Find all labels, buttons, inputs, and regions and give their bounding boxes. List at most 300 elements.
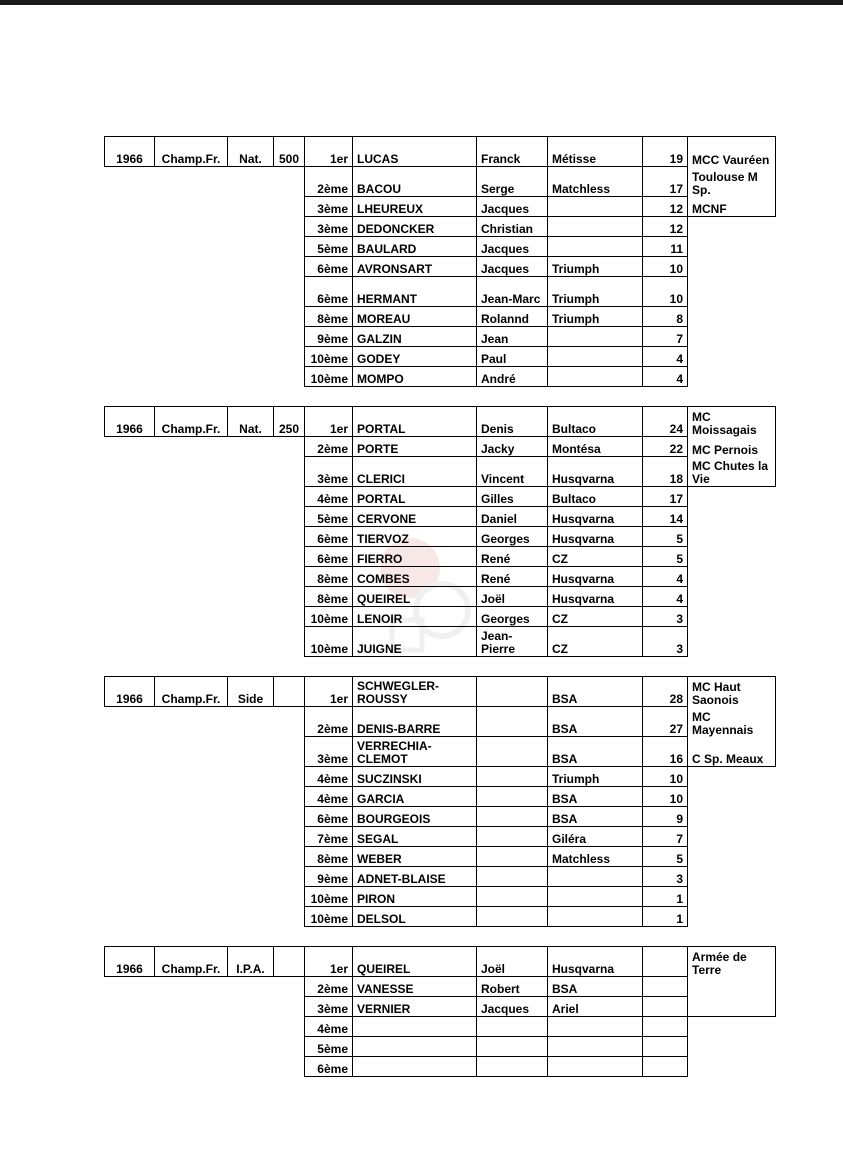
cell-name: PORTAL bbox=[353, 407, 477, 437]
empty-cell bbox=[274, 787, 305, 807]
cell-name: AVRONSART bbox=[353, 257, 477, 277]
cell-name: LUCAS bbox=[353, 137, 477, 167]
cell-name: PIRON bbox=[353, 887, 477, 907]
table-row bbox=[105, 487, 776, 507]
cell-pts: 7 bbox=[643, 827, 688, 847]
cell-make bbox=[548, 907, 643, 927]
cell-club bbox=[688, 807, 776, 827]
cell-make: CZ bbox=[548, 607, 643, 627]
table-row bbox=[105, 807, 776, 827]
cell-first bbox=[477, 807, 548, 827]
cell-name: ADNET-BLAISE bbox=[353, 867, 477, 887]
cell-pts bbox=[643, 1017, 688, 1037]
empty-cell bbox=[155, 1037, 228, 1057]
table-row bbox=[105, 197, 776, 217]
cell-name: PORTAL bbox=[353, 487, 477, 507]
cell-first: René bbox=[477, 547, 548, 567]
empty-cell bbox=[105, 707, 155, 737]
table-row bbox=[105, 167, 776, 197]
empty-cell bbox=[155, 1017, 228, 1037]
cell-make: Husqvarna bbox=[548, 587, 643, 607]
cell-pts: 12 bbox=[643, 217, 688, 237]
cell-club: Armée de Terre bbox=[688, 947, 776, 977]
table-row bbox=[105, 527, 776, 547]
empty-cell bbox=[105, 307, 155, 327]
header-cc bbox=[274, 947, 305, 977]
table-row bbox=[105, 547, 776, 567]
cell-name: CERVONE bbox=[353, 507, 477, 527]
empty-cell bbox=[105, 627, 155, 657]
cell-club bbox=[688, 1017, 776, 1037]
cell-make bbox=[548, 867, 643, 887]
empty-cell bbox=[155, 827, 228, 847]
cell-place: 6ème bbox=[305, 807, 353, 827]
cell-name: DEDONCKER bbox=[353, 217, 477, 237]
cell-first bbox=[477, 737, 548, 767]
cell-place: 6ème bbox=[305, 1057, 353, 1077]
cell-pts: 4 bbox=[643, 567, 688, 587]
table-row bbox=[105, 827, 776, 847]
cell-place: 10ème bbox=[305, 907, 353, 927]
table-row bbox=[105, 507, 776, 527]
cell-name: DELSOL bbox=[353, 907, 477, 927]
empty-cell bbox=[228, 487, 274, 507]
empty-cell bbox=[105, 907, 155, 927]
table-row bbox=[105, 237, 776, 257]
empty-cell bbox=[228, 847, 274, 867]
empty-cell bbox=[274, 347, 305, 367]
cell-club: MC Mayennais bbox=[688, 707, 776, 737]
empty-cell bbox=[228, 997, 274, 1017]
cell-club bbox=[688, 767, 776, 787]
cell-pts bbox=[643, 1037, 688, 1057]
cell-first bbox=[477, 707, 548, 737]
cell-first bbox=[477, 847, 548, 867]
cell-place: 3ème bbox=[305, 737, 353, 767]
empty-cell bbox=[155, 547, 228, 567]
cell-club bbox=[688, 847, 776, 867]
cell-club: C Sp. Meaux bbox=[688, 737, 776, 767]
empty-cell bbox=[155, 507, 228, 527]
empty-cell bbox=[105, 977, 155, 997]
table-row bbox=[105, 767, 776, 787]
header-category: Nat. bbox=[228, 137, 274, 167]
cell-first bbox=[477, 867, 548, 887]
cell-name: SEGAL bbox=[353, 827, 477, 847]
cell-place: 2ème bbox=[305, 977, 353, 997]
cell-place: 8ème bbox=[305, 307, 353, 327]
cell-place: 1er bbox=[305, 407, 353, 437]
empty-cell bbox=[155, 237, 228, 257]
cell-club bbox=[688, 527, 776, 547]
table-row bbox=[105, 257, 776, 277]
empty-cell bbox=[155, 277, 228, 307]
empty-cell bbox=[155, 1057, 228, 1077]
empty-cell bbox=[274, 767, 305, 787]
empty-cell bbox=[105, 197, 155, 217]
empty-cell bbox=[228, 807, 274, 827]
cell-name: VANESSE bbox=[353, 977, 477, 997]
header-year: 1966 bbox=[105, 677, 155, 707]
cell-pts bbox=[643, 977, 688, 997]
table-row bbox=[105, 787, 776, 807]
cell-first: Joël bbox=[477, 947, 548, 977]
empty-cell bbox=[228, 867, 274, 887]
header-year: 1966 bbox=[105, 137, 155, 167]
empty-cell bbox=[228, 437, 274, 457]
cell-first: Serge bbox=[477, 167, 548, 197]
cell-pts: 3 bbox=[643, 607, 688, 627]
cell-pts: 1 bbox=[643, 887, 688, 907]
empty-cell bbox=[274, 457, 305, 487]
cell-first: Vincent bbox=[477, 457, 548, 487]
cell-make bbox=[548, 887, 643, 907]
empty-cell bbox=[274, 547, 305, 567]
empty-cell bbox=[155, 167, 228, 197]
cell-place: 2ème bbox=[305, 167, 353, 197]
empty-cell bbox=[105, 607, 155, 627]
cell-place: 9ème bbox=[305, 867, 353, 887]
cell-name bbox=[353, 1057, 477, 1077]
cell-club: MC Haut Saonois bbox=[688, 677, 776, 707]
cell-pts: 19 bbox=[643, 137, 688, 167]
cell-make: Métisse bbox=[548, 137, 643, 167]
cell-first: Jean-Pierre bbox=[477, 627, 548, 657]
cell-place: 5ème bbox=[305, 237, 353, 257]
empty-cell bbox=[105, 327, 155, 347]
empty-cell bbox=[105, 507, 155, 527]
cell-club bbox=[688, 327, 776, 347]
cell-pts: 10 bbox=[643, 257, 688, 277]
cell-name: LENOIR bbox=[353, 607, 477, 627]
header-cc: 500 bbox=[274, 137, 305, 167]
header-championship: Champ.Fr. bbox=[155, 947, 228, 977]
cell-make: Triumph bbox=[548, 277, 643, 307]
cell-make bbox=[548, 327, 643, 347]
cell-club bbox=[688, 1037, 776, 1057]
empty-cell bbox=[228, 627, 274, 657]
cell-first: Jacques bbox=[477, 197, 548, 217]
empty-cell bbox=[228, 457, 274, 487]
empty-cell bbox=[105, 887, 155, 907]
top-scan-border bbox=[0, 0, 843, 5]
cell-pts: 9 bbox=[643, 807, 688, 827]
cell-club bbox=[688, 307, 776, 327]
table-row bbox=[105, 437, 776, 457]
empty-cell bbox=[155, 527, 228, 547]
empty-cell bbox=[155, 257, 228, 277]
empty-cell bbox=[274, 237, 305, 257]
cell-first: Daniel bbox=[477, 507, 548, 527]
empty-cell bbox=[274, 867, 305, 887]
table-row bbox=[105, 327, 776, 347]
table-row bbox=[105, 1017, 776, 1037]
empty-cell bbox=[274, 527, 305, 547]
cell-place: 4ème bbox=[305, 1017, 353, 1037]
empty-cell bbox=[228, 707, 274, 737]
table-row bbox=[105, 457, 776, 487]
cell-club bbox=[688, 277, 776, 307]
cell-pts: 5 bbox=[643, 527, 688, 547]
cell-name bbox=[353, 1017, 477, 1037]
cell-first: Jacques bbox=[477, 237, 548, 257]
empty-cell bbox=[228, 277, 274, 307]
cell-pts bbox=[643, 997, 688, 1017]
empty-cell bbox=[274, 167, 305, 197]
empty-cell bbox=[105, 347, 155, 367]
cell-first: Georges bbox=[477, 607, 548, 627]
cell-name: GALZIN bbox=[353, 327, 477, 347]
empty-cell bbox=[105, 737, 155, 767]
header-category: Nat. bbox=[228, 407, 274, 437]
header-category: I.P.A. bbox=[228, 947, 274, 977]
cell-name: PORTE bbox=[353, 437, 477, 457]
cell-first bbox=[477, 827, 548, 847]
empty-cell bbox=[105, 237, 155, 257]
cell-place: 1er bbox=[305, 677, 353, 707]
cell-make bbox=[548, 1037, 643, 1057]
header-cc: 250 bbox=[274, 407, 305, 437]
cell-club bbox=[688, 547, 776, 567]
cell-make: Husqvarna bbox=[548, 567, 643, 587]
cell-place: 10ème bbox=[305, 347, 353, 367]
cell-club bbox=[688, 977, 776, 997]
table-row bbox=[105, 907, 776, 927]
empty-cell bbox=[274, 367, 305, 387]
cell-pts: 17 bbox=[643, 487, 688, 507]
cell-club bbox=[688, 887, 776, 907]
table-row bbox=[105, 997, 776, 1017]
cell-pts: 3 bbox=[643, 627, 688, 657]
empty-cell bbox=[228, 1057, 274, 1077]
cell-club bbox=[688, 627, 776, 657]
empty-cell bbox=[274, 627, 305, 657]
cell-club bbox=[688, 997, 776, 1017]
empty-cell bbox=[155, 307, 228, 327]
table-row bbox=[105, 947, 776, 977]
empty-cell bbox=[105, 167, 155, 197]
table-row bbox=[105, 867, 776, 887]
cell-club bbox=[688, 1057, 776, 1077]
cell-name: VERRECHIA-CLEMOT bbox=[353, 737, 477, 767]
cell-place: 4ème bbox=[305, 787, 353, 807]
cell-name: HERMANT bbox=[353, 277, 477, 307]
cell-make: BSA bbox=[548, 737, 643, 767]
table-row bbox=[105, 1037, 776, 1057]
table-row bbox=[105, 367, 776, 387]
cell-first: Rolannd bbox=[477, 307, 548, 327]
empty-cell bbox=[228, 217, 274, 237]
cell-make: CZ bbox=[548, 627, 643, 657]
empty-cell bbox=[105, 487, 155, 507]
empty-cell bbox=[105, 587, 155, 607]
cell-first: Georges bbox=[477, 527, 548, 547]
cell-first: Franck bbox=[477, 137, 548, 167]
empty-cell bbox=[228, 767, 274, 787]
empty-cell bbox=[274, 197, 305, 217]
cell-first: Jacques bbox=[477, 997, 548, 1017]
empty-cell bbox=[105, 847, 155, 867]
cell-make: BSA bbox=[548, 787, 643, 807]
empty-cell bbox=[228, 977, 274, 997]
cell-pts: 8 bbox=[643, 307, 688, 327]
table-row bbox=[105, 887, 776, 907]
empty-cell bbox=[155, 627, 228, 657]
empty-cell bbox=[228, 327, 274, 347]
empty-cell bbox=[228, 367, 274, 387]
cell-first: Gilles bbox=[477, 487, 548, 507]
empty-cell bbox=[274, 307, 305, 327]
cell-make: Bultaco bbox=[548, 407, 643, 437]
empty-cell bbox=[274, 737, 305, 767]
cell-pts: 10 bbox=[643, 767, 688, 787]
cell-first: René bbox=[477, 567, 548, 587]
table-row bbox=[105, 307, 776, 327]
empty-cell bbox=[155, 327, 228, 347]
cell-place: 10ème bbox=[305, 627, 353, 657]
empty-cell bbox=[155, 847, 228, 867]
empty-cell bbox=[228, 257, 274, 277]
cell-place: 6ème bbox=[305, 257, 353, 277]
cell-first: Robert bbox=[477, 977, 548, 997]
empty-cell bbox=[155, 437, 228, 457]
empty-cell bbox=[274, 887, 305, 907]
cell-make: BSA bbox=[548, 707, 643, 737]
cell-place: 1er bbox=[305, 137, 353, 167]
empty-cell bbox=[228, 507, 274, 527]
cell-first bbox=[477, 1037, 548, 1057]
cell-name: BOURGEOIS bbox=[353, 807, 477, 827]
header-category: Side bbox=[228, 677, 274, 707]
empty-cell bbox=[228, 527, 274, 547]
cell-pts: 22 bbox=[643, 437, 688, 457]
empty-cell bbox=[105, 257, 155, 277]
cell-pts: 4 bbox=[643, 347, 688, 367]
cell-name: JUIGNE bbox=[353, 627, 477, 657]
empty-cell bbox=[274, 567, 305, 587]
results-table bbox=[104, 406, 776, 657]
cell-pts: 5 bbox=[643, 547, 688, 567]
empty-cell bbox=[274, 587, 305, 607]
empty-cell bbox=[105, 217, 155, 237]
empty-cell bbox=[155, 367, 228, 387]
cell-make bbox=[548, 367, 643, 387]
empty-cell bbox=[228, 237, 274, 257]
empty-cell bbox=[274, 907, 305, 927]
cell-first bbox=[477, 1057, 548, 1077]
cell-make bbox=[548, 197, 643, 217]
cell-club bbox=[688, 237, 776, 257]
cell-club bbox=[688, 827, 776, 847]
cell-name: BACOU bbox=[353, 167, 477, 197]
table-row bbox=[105, 277, 776, 307]
empty-cell bbox=[155, 807, 228, 827]
cell-make: Matchless bbox=[548, 847, 643, 867]
empty-cell bbox=[105, 547, 155, 567]
cell-name: MOREAU bbox=[353, 307, 477, 327]
table-row bbox=[105, 677, 776, 707]
cell-name: CLERICI bbox=[353, 457, 477, 487]
cell-make: BSA bbox=[548, 977, 643, 997]
header-year: 1966 bbox=[105, 407, 155, 437]
cell-place: 3ème bbox=[305, 997, 353, 1017]
cell-make: Triumph bbox=[548, 767, 643, 787]
cell-name: LHEUREUX bbox=[353, 197, 477, 217]
empty-cell bbox=[228, 827, 274, 847]
cell-club bbox=[688, 217, 776, 237]
empty-cell bbox=[274, 507, 305, 527]
cell-club bbox=[688, 257, 776, 277]
empty-cell bbox=[274, 487, 305, 507]
empty-cell bbox=[228, 547, 274, 567]
cell-club: MCNF bbox=[688, 197, 776, 217]
empty-cell bbox=[228, 607, 274, 627]
header-year: 1966 bbox=[105, 947, 155, 977]
cell-first bbox=[477, 887, 548, 907]
table-row bbox=[105, 1057, 776, 1077]
empty-cell bbox=[105, 827, 155, 847]
empty-cell bbox=[105, 867, 155, 887]
empty-cell bbox=[274, 217, 305, 237]
cell-club bbox=[688, 567, 776, 587]
header-championship: Champ.Fr. bbox=[155, 137, 228, 167]
empty-cell bbox=[228, 1017, 274, 1037]
header-cc bbox=[274, 677, 305, 707]
cell-make: Ariel bbox=[548, 997, 643, 1017]
cell-first: Denis bbox=[477, 407, 548, 437]
cell-first: Jean-Marc bbox=[477, 277, 548, 307]
empty-cell bbox=[228, 587, 274, 607]
cell-first bbox=[477, 677, 548, 707]
empty-cell bbox=[155, 907, 228, 927]
empty-cell bbox=[274, 847, 305, 867]
empty-cell bbox=[155, 867, 228, 887]
cell-place: 3ème bbox=[305, 197, 353, 217]
header-championship: Champ.Fr. bbox=[155, 677, 228, 707]
empty-cell bbox=[155, 997, 228, 1017]
cell-place: 4ème bbox=[305, 487, 353, 507]
table-row bbox=[105, 737, 776, 767]
empty-cell bbox=[274, 1017, 305, 1037]
empty-cell bbox=[155, 217, 228, 237]
cell-name: TIERVOZ bbox=[353, 527, 477, 547]
header-championship: Champ.Fr. bbox=[155, 407, 228, 437]
cell-first: Paul bbox=[477, 347, 548, 367]
table-row bbox=[105, 587, 776, 607]
empty-cell bbox=[228, 307, 274, 327]
cell-pts: 5 bbox=[643, 847, 688, 867]
empty-cell bbox=[105, 767, 155, 787]
cell-first: Jacky bbox=[477, 437, 548, 457]
cell-pts: 4 bbox=[643, 367, 688, 387]
empty-cell bbox=[105, 527, 155, 547]
cell-club: Toulouse M Sp. bbox=[688, 167, 776, 197]
cell-name: MOMPO bbox=[353, 367, 477, 387]
empty-cell bbox=[274, 997, 305, 1017]
cell-make: Husqvarna bbox=[548, 507, 643, 527]
empty-cell bbox=[155, 457, 228, 487]
results-table bbox=[104, 946, 776, 1077]
cell-name: SUCZINSKI bbox=[353, 767, 477, 787]
empty-cell bbox=[155, 887, 228, 907]
empty-cell bbox=[228, 907, 274, 927]
cell-place: 4ème bbox=[305, 767, 353, 787]
empty-cell bbox=[155, 767, 228, 787]
table-row bbox=[105, 627, 776, 657]
cell-make: CZ bbox=[548, 547, 643, 567]
cell-pts: 17 bbox=[643, 167, 688, 197]
empty-cell bbox=[155, 607, 228, 627]
